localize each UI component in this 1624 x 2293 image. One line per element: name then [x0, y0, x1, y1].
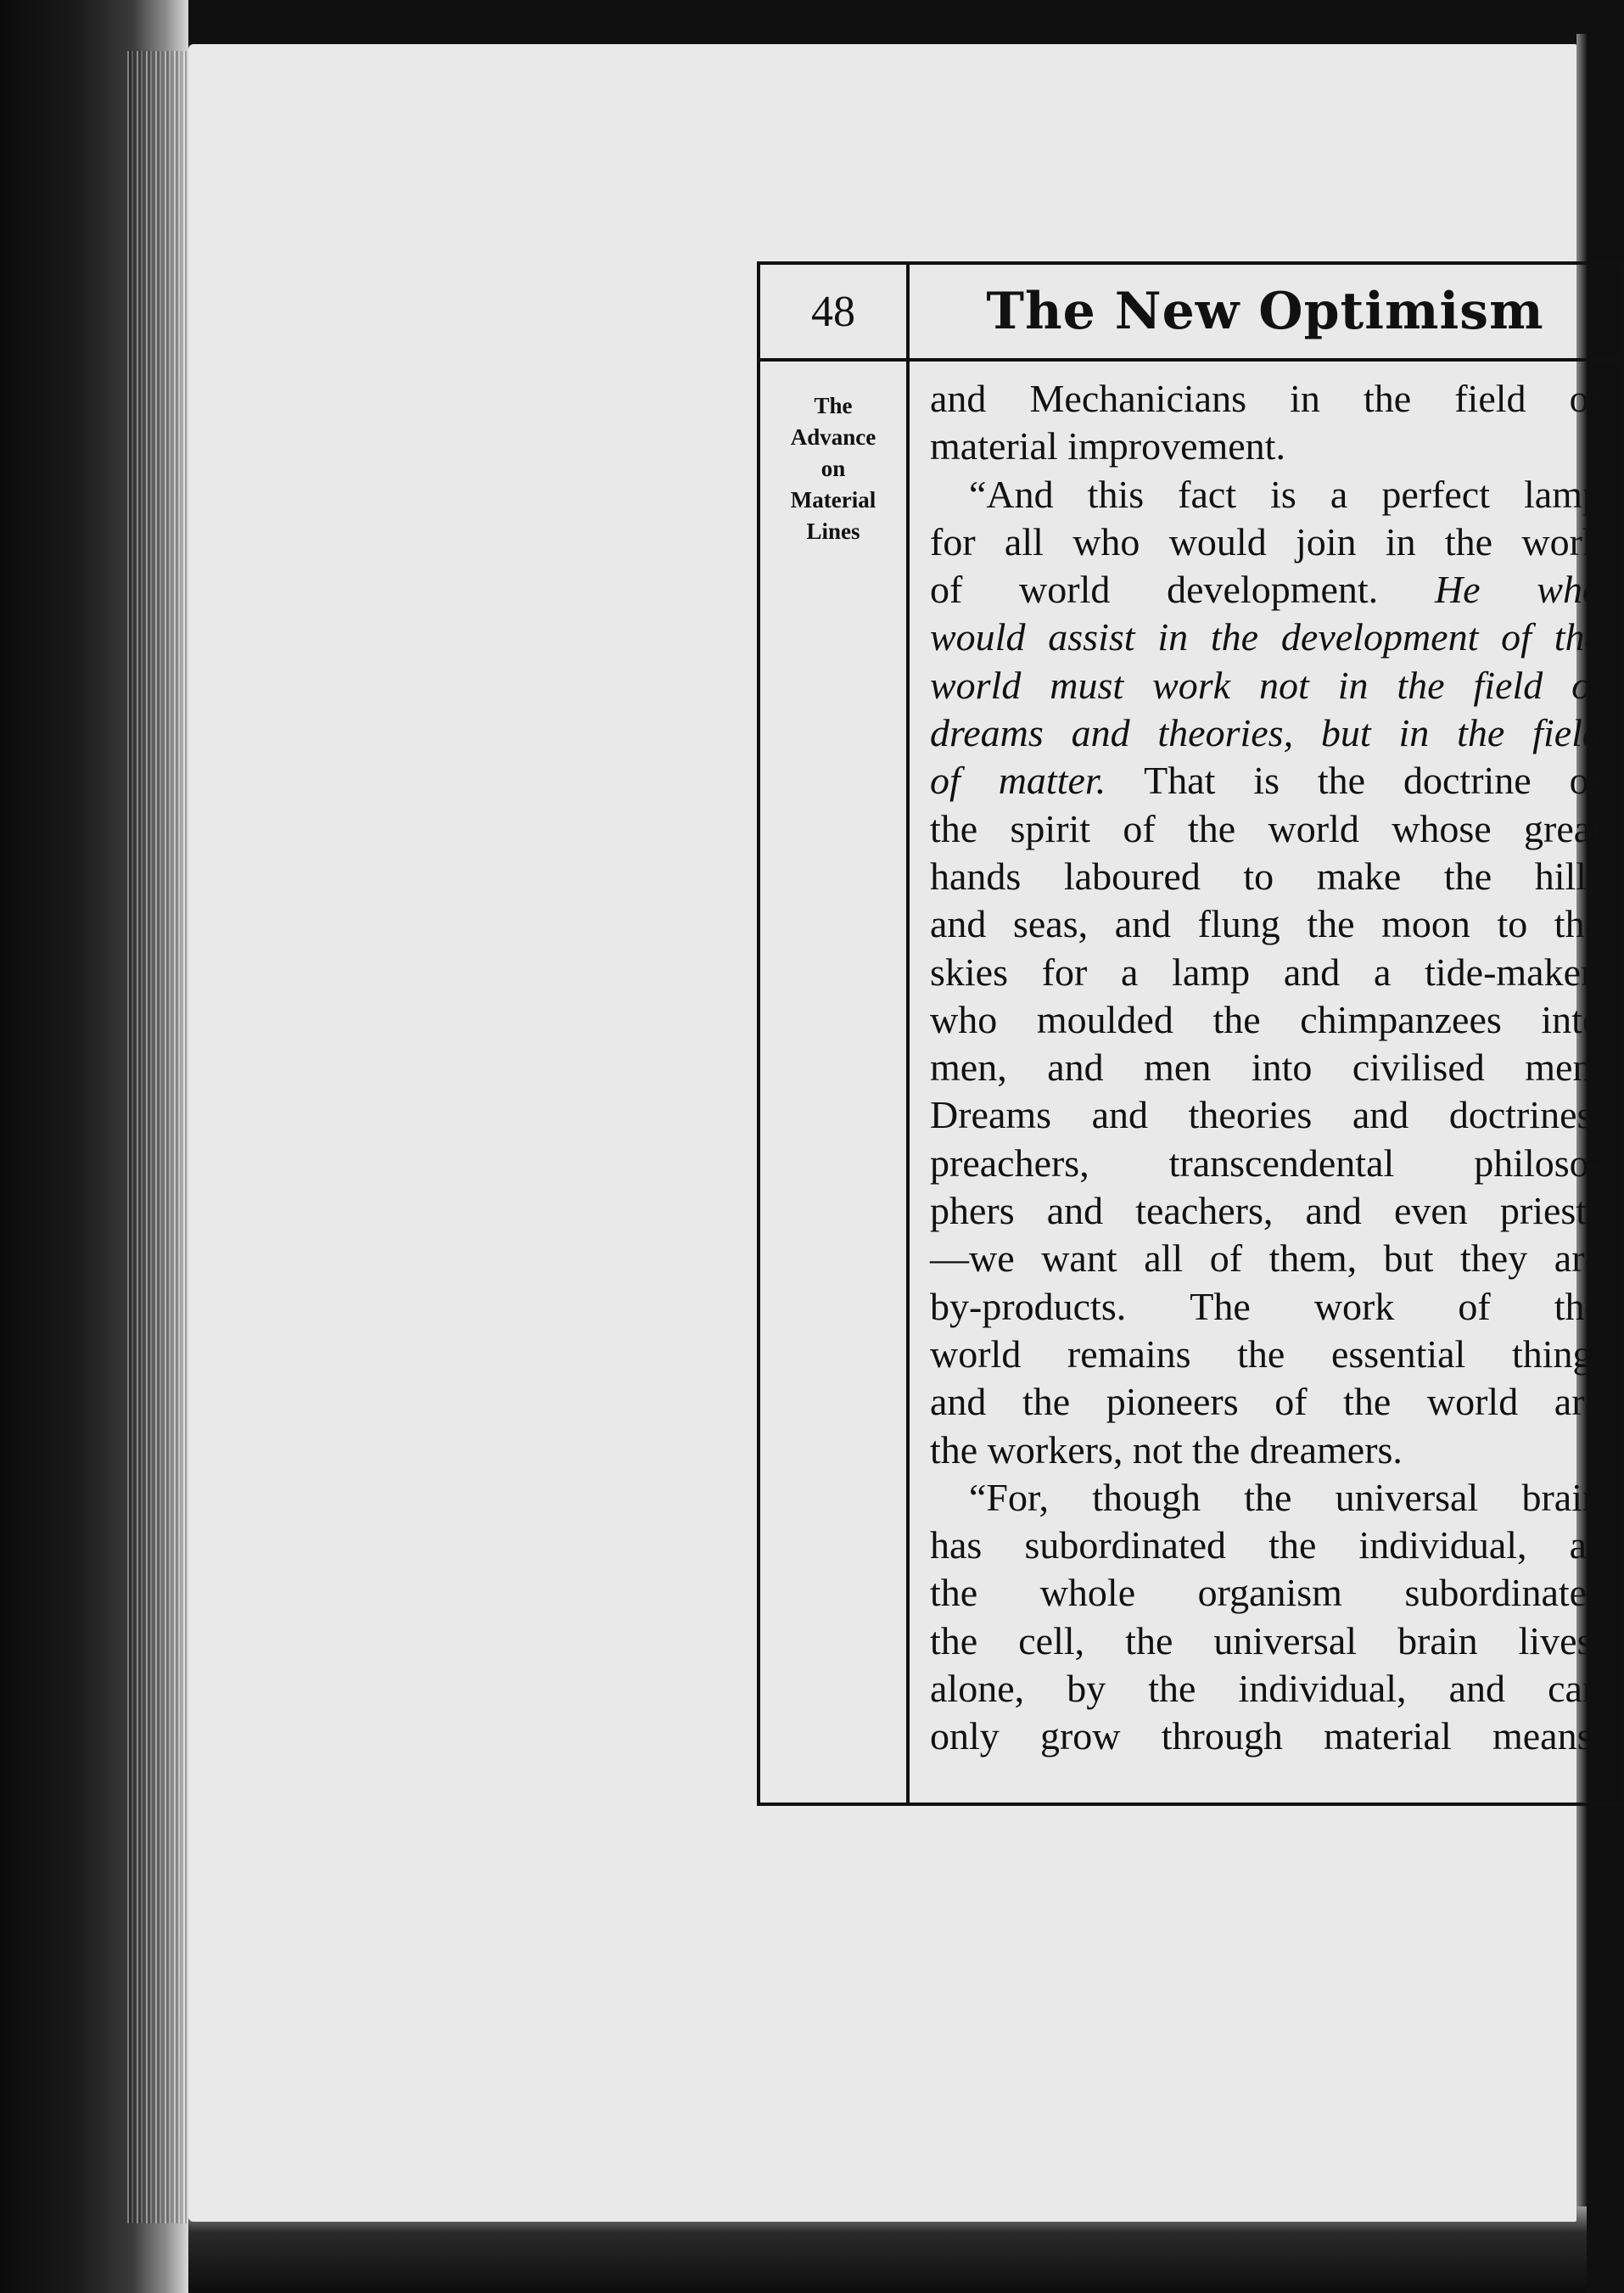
- text-line: [930, 1091, 1602, 1139]
- word: the: [1022, 1380, 1071, 1424]
- word: all: [1004, 519, 1044, 563]
- word: That: [1144, 759, 1216, 803]
- text-frame: [757, 261, 1624, 1806]
- text-line: [930, 375, 1602, 423]
- word: material improvement.: [930, 424, 1285, 468]
- word: a: [1373, 950, 1392, 994]
- running-header: [760, 265, 1621, 362]
- word: work: [1313, 1284, 1395, 1328]
- word: would: [1168, 519, 1267, 563]
- word: great: [1524, 806, 1602, 850]
- word: and: [1305, 1189, 1362, 1233]
- word: spirit: [1010, 806, 1091, 850]
- main-text-column: [910, 362, 1621, 1802]
- word: has: [930, 1523, 983, 1567]
- italic-word: the: [1554, 615, 1602, 659]
- margin-note-line: on: [820, 456, 846, 481]
- text-line: [930, 423, 1602, 470]
- word: and: [930, 902, 987, 946]
- word: brain: [1521, 1475, 1602, 1519]
- word: essential: [1330, 1332, 1466, 1376]
- word: philoso-: [1474, 1141, 1602, 1185]
- text-line: [930, 709, 1602, 757]
- page-number: 48: [811, 287, 855, 336]
- word: the: [1443, 854, 1492, 898]
- word: hands: [930, 854, 1022, 898]
- text-line: [930, 1427, 1602, 1474]
- italic-word: theories,: [1157, 711, 1294, 755]
- word: teachers,: [1135, 1189, 1274, 1233]
- word: by: [1067, 1667, 1106, 1711]
- word: even: [1393, 1189, 1468, 1233]
- word: of: [1569, 377, 1602, 420]
- word: only: [930, 1714, 1000, 1758]
- text-line: [930, 1617, 1602, 1665]
- word: phers: [930, 1189, 1015, 1233]
- word: men,: [930, 1046, 1007, 1090]
- word: the: [1317, 759, 1366, 803]
- text-line: [930, 1378, 1602, 1426]
- word: and: [930, 1380, 987, 1424]
- word: and: [930, 377, 987, 420]
- word: and: [1046, 1189, 1104, 1233]
- word: “And: [969, 472, 1054, 516]
- word: they: [1460, 1236, 1528, 1281]
- word: —we: [930, 1236, 1015, 1281]
- page-edge-streaks: [127, 51, 187, 2223]
- word: field: [1454, 377, 1526, 420]
- word: preachers,: [930, 1141, 1089, 1185]
- italic-word: in: [1337, 663, 1369, 707]
- word: are: [1554, 1380, 1602, 1424]
- word: are: [1554, 1236, 1602, 1281]
- word: of: [930, 568, 963, 612]
- text-line: [930, 1331, 1602, 1378]
- word: but: [1383, 1236, 1434, 1281]
- text-line: [930, 1283, 1602, 1331]
- word: and: [1352, 1093, 1409, 1137]
- word: tide-maker,: [1425, 950, 1602, 994]
- word: the: [1307, 902, 1355, 946]
- margin-note: [767, 390, 899, 547]
- margin-note-line: Advance: [790, 424, 876, 450]
- margin-column: [760, 362, 910, 1802]
- word: the: [1237, 1332, 1285, 1376]
- word: a: [1330, 472, 1348, 516]
- italic-word: of: [930, 759, 960, 803]
- italic-word: matter.: [998, 759, 1106, 803]
- word: doctrines,: [1448, 1093, 1602, 1137]
- word: who: [930, 997, 998, 1041]
- word: moon: [1381, 902, 1470, 946]
- word: the: [1444, 519, 1493, 563]
- page-body: [760, 362, 1621, 1802]
- italic-word: the: [1397, 663, 1445, 707]
- word: men.: [1525, 1046, 1602, 1090]
- word: make: [1316, 854, 1402, 898]
- text-line: [930, 1044, 1602, 1091]
- word: organism: [1197, 1571, 1342, 1615]
- word: is: [1253, 759, 1280, 803]
- word: transcendental: [1168, 1141, 1395, 1185]
- word: want: [1041, 1236, 1117, 1281]
- word: hills: [1534, 854, 1602, 898]
- word: chimpanzees: [1300, 997, 1502, 1041]
- italic-word: He: [1434, 568, 1481, 612]
- word: perfect: [1381, 472, 1490, 516]
- word: “For,: [969, 1475, 1049, 1519]
- text-line: [930, 1235, 1602, 1282]
- word: theories: [1188, 1093, 1313, 1137]
- word: and: [1283, 950, 1341, 994]
- word: is: [1270, 472, 1296, 516]
- margin-note-line: The: [814, 393, 853, 418]
- italic-word: development: [1280, 615, 1479, 659]
- word: of: [1209, 1236, 1243, 1281]
- word: The: [1190, 1284, 1251, 1328]
- word: in: [1385, 519, 1416, 563]
- word: universal: [1213, 1618, 1358, 1662]
- word: remains: [1067, 1332, 1191, 1376]
- word: alone,: [930, 1667, 1025, 1711]
- word: the: [1268, 1523, 1317, 1567]
- word: the: [1188, 806, 1236, 850]
- word: into: [1541, 997, 1602, 1041]
- word: the: [1363, 377, 1412, 420]
- margin-note-line: Lines: [806, 519, 860, 544]
- word: a: [1121, 950, 1139, 994]
- italic-word: of: [1571, 663, 1602, 707]
- italic-word: world: [930, 663, 1022, 707]
- word: by-products.: [930, 1284, 1127, 1328]
- word: skies: [930, 950, 1008, 994]
- word: into: [1251, 1046, 1313, 1090]
- word: means.: [1492, 1714, 1602, 1758]
- scanned-page: [188, 44, 1602, 2222]
- text-line: [930, 1474, 1602, 1522]
- page-number-cell: [760, 265, 910, 358]
- text-line: [930, 949, 1602, 996]
- word: seas,: [1012, 902, 1089, 946]
- word: whose: [1392, 806, 1492, 850]
- italic-word: dreams: [930, 711, 1044, 755]
- word: the: [1554, 1284, 1602, 1328]
- word: world: [1019, 568, 1111, 612]
- word: them,: [1268, 1236, 1358, 1281]
- word: the: [1212, 997, 1261, 1041]
- word: of: [1123, 806, 1156, 850]
- word: and: [1114, 902, 1172, 946]
- word: all: [1144, 1236, 1184, 1281]
- italic-word: who: [1537, 568, 1602, 612]
- word: individual,: [1238, 1667, 1407, 1711]
- word: world: [930, 1332, 1022, 1376]
- text-line: [930, 662, 1602, 709]
- word: the: [1343, 1380, 1392, 1424]
- text-line: [930, 900, 1602, 948]
- italic-word: the: [1457, 711, 1505, 755]
- word: the: [930, 806, 978, 850]
- word: to: [1497, 902, 1528, 946]
- word: the: [930, 1618, 978, 1662]
- word: world: [1268, 806, 1359, 850]
- word: lamp: [1172, 950, 1251, 994]
- word: material: [1324, 1714, 1452, 1758]
- italic-word: the: [1210, 615, 1259, 659]
- word: can: [1548, 1667, 1602, 1711]
- margin-note-line: Material: [790, 487, 876, 513]
- italic-word: but: [1320, 711, 1371, 755]
- word: of: [1458, 1284, 1491, 1328]
- word: though: [1092, 1475, 1201, 1519]
- word: for: [930, 519, 976, 563]
- italic-word: would: [930, 615, 1026, 659]
- word: the: [1554, 902, 1602, 946]
- italic-word: work: [1152, 663, 1231, 707]
- word: cell,: [1018, 1618, 1085, 1662]
- italic-word: of: [1501, 615, 1532, 659]
- word: the: [1244, 1475, 1292, 1519]
- word: lives,: [1518, 1618, 1602, 1662]
- word: the: [1148, 1667, 1196, 1711]
- word: the workers, not the dreamers.: [930, 1427, 1403, 1472]
- text-line: [930, 1522, 1602, 1569]
- word: fact: [1178, 472, 1237, 516]
- text-line: [930, 757, 1602, 805]
- word: in: [1290, 377, 1320, 420]
- word: thing,: [1511, 1332, 1602, 1376]
- word: civilised: [1352, 1046, 1485, 1090]
- word: this: [1087, 472, 1145, 516]
- running-title: The New Optimism: [986, 282, 1544, 341]
- italic-word: field: [1532, 711, 1602, 755]
- text-line: [930, 853, 1602, 900]
- word: priests: [1499, 1189, 1602, 1233]
- text-line: [930, 519, 1602, 566]
- running-title-cell: [910, 265, 1621, 358]
- word: through: [1161, 1714, 1283, 1758]
- word: Dreams: [930, 1093, 1052, 1137]
- word: to: [1243, 854, 1274, 898]
- word: men: [1144, 1046, 1212, 1090]
- word: whole: [1039, 1571, 1136, 1615]
- word: doctrine: [1403, 759, 1532, 803]
- text-line: [930, 1569, 1602, 1617]
- italic-word: in: [1398, 711, 1430, 755]
- italic-word: field: [1473, 663, 1543, 707]
- word: moulded: [1036, 997, 1173, 1041]
- text-line: [930, 1187, 1602, 1235]
- italic-word: in: [1157, 615, 1189, 659]
- word: subordinates: [1404, 1571, 1602, 1615]
- word: the: [1125, 1618, 1173, 1662]
- word: and: [1091, 1093, 1149, 1137]
- text-line: [930, 996, 1602, 1044]
- word: work: [1521, 519, 1602, 563]
- text-line: [930, 471, 1602, 519]
- main-text: [910, 362, 1621, 1761]
- word: universal: [1335, 1475, 1479, 1519]
- italic-word: must: [1050, 663, 1124, 707]
- word: individual,: [1358, 1523, 1527, 1567]
- word: laboured: [1063, 854, 1201, 898]
- word: as: [1569, 1523, 1602, 1567]
- word: and: [1047, 1046, 1104, 1090]
- text-line: [930, 1713, 1602, 1760]
- word: world: [1426, 1380, 1519, 1424]
- italic-word: not: [1259, 663, 1309, 707]
- word: Mechanicians: [1029, 377, 1246, 420]
- word: who: [1072, 519, 1140, 563]
- word: for: [1041, 950, 1088, 994]
- word: of: [1569, 759, 1602, 803]
- word: development.: [1167, 568, 1379, 612]
- italic-word: and: [1071, 711, 1130, 755]
- word: the: [930, 1571, 978, 1615]
- text-line: [930, 1140, 1602, 1187]
- text-line: [930, 1665, 1602, 1713]
- word: lamp: [1524, 472, 1602, 516]
- text-line: [930, 805, 1602, 853]
- text-line: [930, 566, 1602, 614]
- word: flung: [1197, 902, 1280, 946]
- word: subordinated: [1024, 1523, 1227, 1567]
- text-line: [930, 614, 1602, 661]
- word: brain: [1397, 1618, 1478, 1662]
- italic-word: assist: [1048, 615, 1135, 659]
- word: and: [1448, 1667, 1506, 1711]
- word: pioneers: [1106, 1380, 1239, 1424]
- word: of: [1274, 1380, 1308, 1424]
- word: join: [1295, 519, 1357, 563]
- word: grow: [1039, 1714, 1121, 1758]
